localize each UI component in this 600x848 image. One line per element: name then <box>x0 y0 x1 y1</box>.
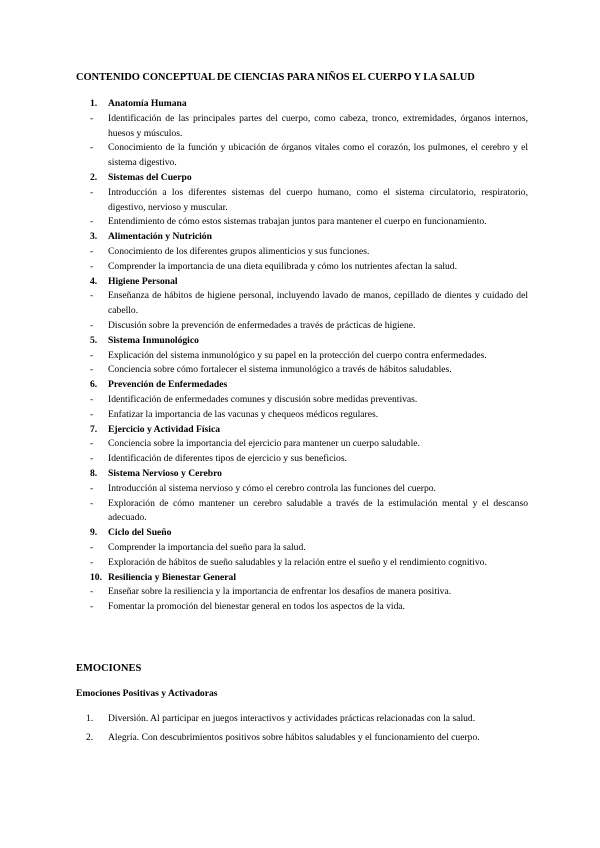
section-number: 5. <box>90 334 98 346</box>
section-heading <box>76 334 528 349</box>
section-title: Ciclo del Sueño <box>108 527 172 539</box>
bullet-text: Fomentar la promoción del bienestar general en todos los aspectos de la vida. <box>108 601 406 613</box>
emotions-list <box>76 712 528 746</box>
bullet-dash: - <box>90 349 94 361</box>
bullet-dash: - <box>90 482 94 494</box>
bullet-text: Enseñar sobre la resiliencia y la importancia de enfrentar los desafíos de manera positiva. <box>108 586 452 598</box>
section-number: 4. <box>90 275 98 287</box>
section-heading <box>76 171 528 186</box>
bullet-text: Entendimiento de cómo estos sistemas trabajan juntos para mantener el cuerpo en funcionamiento. <box>108 216 487 228</box>
emotion-text: Alegría. Con descubrimientos positivos sobre hábitos saludables y el funcionamiento del cuerpo. <box>108 731 480 743</box>
section-number: 9. <box>90 527 98 539</box>
bullet-dash: - <box>90 216 94 228</box>
section-heading <box>76 423 528 438</box>
section-number: 10. <box>90 571 102 583</box>
bullet-item <box>76 600 528 615</box>
bullet-dash: - <box>90 453 94 465</box>
bullet-text: Comprender la importancia del sueño para la salud. <box>108 541 306 553</box>
bullet-item <box>76 289 528 319</box>
bullet-dash: - <box>90 393 94 405</box>
section-heading <box>76 378 528 393</box>
emotion-text: Diversión. Al participar en juegos interactivos y actividades prácticas relacionadas con la salud. <box>108 713 476 724</box>
bullet-item <box>76 186 528 216</box>
section-title: Sistemas del Cuerpo <box>108 171 192 183</box>
section-heading <box>76 571 528 586</box>
bullet-text: Identificación de las principales partes del cuerpo, como cabeza, tronco, extremidades, órganos internos, huesos y músculos. <box>108 112 528 139</box>
bullet-item <box>76 349 528 364</box>
bullet-text: Conocimiento de la función y ubicación de órganos vitales como el corazón, los pulmones, el cerebro y el sistema digestivo. <box>108 142 528 169</box>
bullet-dash: - <box>90 601 94 613</box>
emotions-heading: EMOCIONES <box>76 663 142 674</box>
bullet-text: Exploración de cómo mantener un cerebro saludable a través de la estimulación mental y el descanso adecuado. <box>108 497 528 524</box>
bullet-item <box>76 541 528 556</box>
bullet-item <box>76 497 528 527</box>
emotions-subheading: Emociones Positivas y Activadoras <box>76 688 218 699</box>
section-title: Ejercicio y Actividad Física <box>108 423 221 435</box>
bullet-dash: - <box>90 142 94 154</box>
bullet-text: Conciencia sobre cómo fortalecer el sistema inmunológico a través de hábitos saludables. <box>108 364 452 376</box>
section-heading <box>76 230 528 245</box>
section-title: Sistema Inmunológico <box>108 334 199 346</box>
bullet-dash: - <box>90 438 94 450</box>
bullet-text: Introducción al sistema nervioso y cómo el cerebro controla las funciones del cuerpo. <box>108 482 436 494</box>
sections-list <box>76 97 528 615</box>
bullet-text: Enseñanza de hábitos de higiene personal, incluyendo lavado de manos, cepillado de dientes y cuidado del cabello. <box>108 290 528 317</box>
bullet-text: Identificación de diferentes tipos de ejercicio y sus beneficios. <box>108 453 347 465</box>
bullet-dash: - <box>90 245 94 257</box>
bullet-dash: - <box>90 112 94 124</box>
section-title: Resiliencia y Bienestar General <box>108 571 236 583</box>
bullet-dash: - <box>90 497 94 509</box>
section-title: Anatomía Humana <box>108 98 187 109</box>
bullet-text: Conocimiento de los diferentes grupos alimenticios y sus funciones. <box>108 245 370 257</box>
section-title: Alimentación y Nutrición <box>108 231 212 243</box>
section-title: Higiene Personal <box>108 275 178 287</box>
bullet-item <box>76 260 528 275</box>
section-title: Sistema Nervioso y Cerebro <box>108 467 222 479</box>
section-heading <box>76 526 528 541</box>
bullet-text: Introducción a los diferentes sistemas del cuerpo humano, como el sistema circulatorio, respiratorio, digestivo, nervioso y muscular. <box>108 186 528 213</box>
bullet-dash: - <box>90 586 94 598</box>
bullet-item <box>76 482 528 497</box>
section-number: 8. <box>90 467 98 479</box>
bullet-item <box>76 141 528 171</box>
bullet-text: Conciencia sobre la importancia del ejercicio para mantener un cuerpo saludable. <box>108 438 420 450</box>
emotion-item <box>76 731 528 746</box>
bullet-dash: - <box>90 541 94 553</box>
bullet-dash: - <box>90 408 94 420</box>
bullet-dash: - <box>90 260 94 272</box>
section-number: 6. <box>90 379 98 391</box>
bullet-dash: - <box>90 290 94 302</box>
bullet-dash: - <box>90 319 94 331</box>
bullet-text: Discusión sobre la prevención de enfermedades a través de prácticas de higiene. <box>108 319 416 331</box>
bullet-text: Explicación del sistema inmunológico y su papel en la protección del cuerpo contra enfermedades. <box>108 349 487 361</box>
section-heading <box>76 97 528 112</box>
bullet-item <box>76 393 528 408</box>
bullet-item <box>76 215 528 230</box>
bullet-text: Exploración de hábitos de sueño saludables y la relación entre el sueño y el rendimiento cognitivo. <box>108 556 487 568</box>
bullet-dash: - <box>90 186 94 198</box>
section-number: 3. <box>90 231 98 243</box>
bullet-dash: - <box>90 556 94 568</box>
bullet-item <box>76 245 528 260</box>
section-heading <box>76 467 528 482</box>
section-heading <box>76 275 528 290</box>
bullet-item <box>76 452 528 467</box>
emotion-item <box>76 712 528 727</box>
section-number: 1. <box>90 98 98 109</box>
bullet-item <box>76 363 528 378</box>
bullet-text: Identificación de enfermedades comunes y discusión sobre medidas preventivas. <box>108 393 418 405</box>
section-number: 7. <box>90 423 98 435</box>
section-title: Prevención de Enfermedades <box>108 379 228 391</box>
bullet-item <box>76 585 528 600</box>
bullet-item <box>76 408 528 423</box>
emotion-number: 2. <box>86 731 94 743</box>
bullet-text: Enfatizar la importancia de las vacunas y chequeos médicos regulares. <box>108 408 379 420</box>
emotion-number: 1. <box>86 713 94 724</box>
bullet-item <box>76 556 528 571</box>
bullet-text: Comprender la importancia de una dieta equilibrada y cómo los nutrientes afectan la salud. <box>108 260 457 272</box>
bullet-item <box>76 319 528 334</box>
bullet-item <box>76 437 528 452</box>
document-title: CONTENIDO CONCEPTUAL DE CIENCIAS PARA NIÑOS EL CUERPO Y LA SALUD <box>76 72 475 83</box>
bullet-dash: - <box>90 364 94 376</box>
bullet-item <box>76 112 528 142</box>
section-number: 2. <box>90 171 98 183</box>
